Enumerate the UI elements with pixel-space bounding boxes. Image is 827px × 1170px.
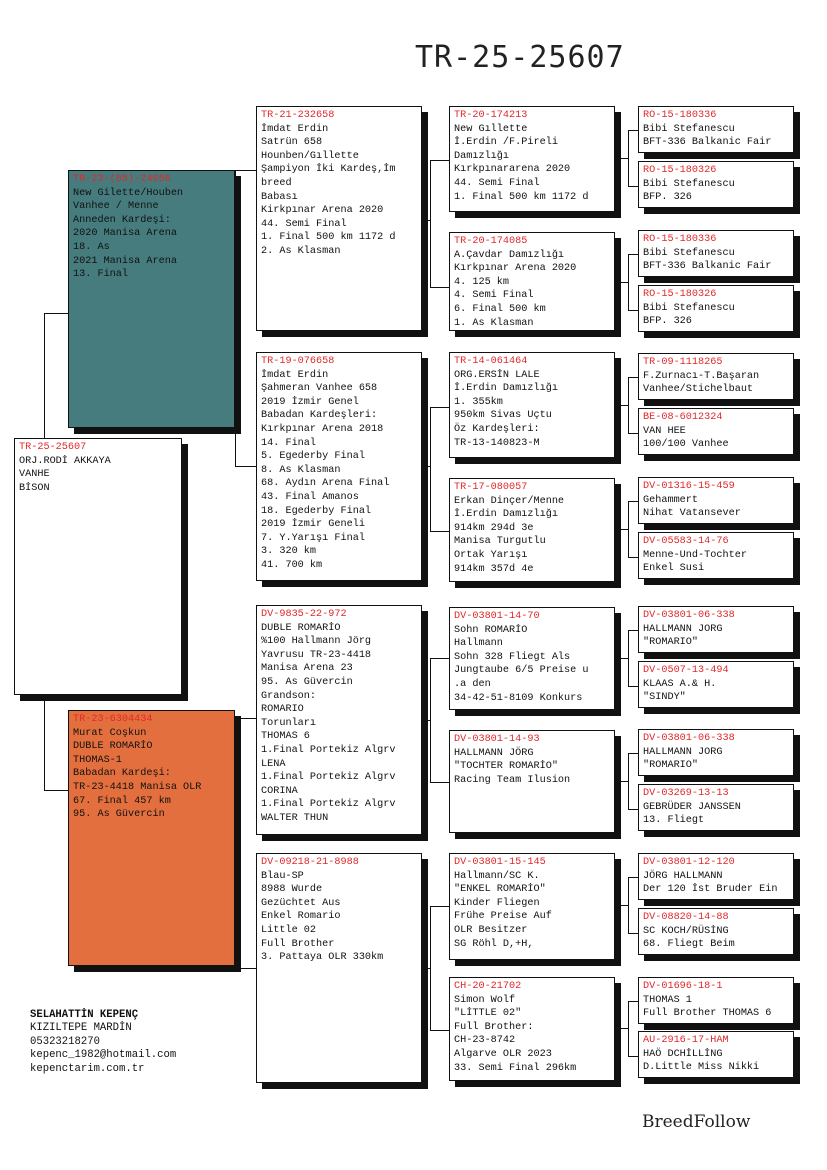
detail-line: 100/100 Vanhee [643,439,729,451]
detail-line: "LİTTLE 02" [454,1008,522,1020]
great-grand-card-1 [638,106,794,153]
detail-line: Manisa Turgutlu [454,536,546,548]
detail-line: Kinder Fliegen [454,897,540,909]
ring-number: BE-08-6012324 [643,412,723,423]
detail-line: Nihat Vatansever [643,508,741,520]
great-grand-card-7 [638,477,794,524]
ring-number: AU-2916-17-HAM [643,1035,729,1046]
detail-line: VANHE [19,469,50,481]
detail-line: 14. Final [261,437,317,449]
ring-number: TR-25-25607 [19,442,87,453]
detail-line: Blau-SP [261,870,304,882]
dam-dam-card [256,853,422,1083]
detail-line: CH-23-8742 [454,1035,516,1047]
detail-line: 3. 320 km [261,546,317,558]
detail-line: 95. As Güvercin [261,676,353,688]
connector-gen4 [615,282,628,283]
ring-number: DV-03269-13-13 [643,788,729,799]
detail-line: Racing Team Ilusion [454,774,571,786]
connector-gen4 [615,905,628,906]
detail-line: 13. Fliegt [643,815,705,827]
detail-line: 95. As Güvercin [73,809,165,821]
connector-gen4 [615,529,628,530]
detail-line: 2021 Manisa Arena [73,255,177,267]
detail-line: 2. As Klasman [261,245,341,257]
detail-line: Şampiyon İki Kardeş,İm [261,164,396,176]
connector-gen4 [628,877,639,934]
detail-line: ROMARIO [261,704,304,716]
detail-line: THOMAS 1 [643,994,692,1006]
detail-line: Şahmeran Vanhee 658 [261,383,378,395]
detail-line: "SINDY" [643,692,686,704]
detail-line: VAN HEE [643,425,686,437]
detail-line: ORG.ERSİN LALE [454,369,540,381]
ring-number: DV-03801-15-145 [454,857,546,868]
detail-line: 67. Final 457 km [73,795,171,807]
ssd-card [449,232,615,331]
detail-line: 13. Final [73,269,129,281]
ring-number: DV-03801-14-70 [454,611,540,622]
ring-number: DV-03801-06-338 [643,733,735,744]
detail-line: CORINA [261,785,298,797]
detail-line: Gehammert [643,494,699,506]
ring-number: TR-14-061464 [454,356,528,367]
detail-line: Full Brother THOMAS 6 [643,1008,772,1020]
detail-line: HALLMANN JORG [643,746,723,758]
ring-number: TR-17-080057 [454,482,528,493]
ring-number: DV-01316-15-459 [643,481,735,492]
connector-gen4 [615,405,628,406]
owner-line: KIZILTEPE MARDİN [30,1022,132,1035]
detail-line: Ortak Yarışı [454,549,528,561]
detail-line: 34-42-51-8109 Konkurs [454,692,583,704]
detail-line: Bibi Stefanescu [643,247,735,259]
ring-number: TR-09-1118265 [643,357,723,368]
detail-line: Menne-Und-Tochter [643,549,747,561]
detail-line: breed [261,177,292,189]
detail-line: %100 Hallmann Jörg [261,636,372,648]
great-grand-card-3 [638,230,794,277]
detail-line: 1.Final Portekiz Algrv [261,799,396,811]
detail-line: 4. Semi Final [454,290,534,302]
great-grand-card-14 [638,908,794,955]
sdd-card [449,478,615,582]
detail-line: Full Brother: [454,1021,534,1033]
great-grand-card-5 [638,353,794,400]
detail-line: SG Röhl D,+H, [454,938,534,950]
detail-line: HALLMANN JÖRG [454,747,534,759]
great-grand-card-11 [638,729,794,776]
owner-website[interactable]: kepenctarim.com.tr [30,1062,145,1075]
detail-line: Vanhee / Menne [73,201,159,213]
detail-line: İ.Erdin Damızlığı [454,383,558,395]
pedigree-title: TR-25-25607 [415,40,625,75]
ring-number: DV-03801-14-93 [454,734,540,745]
detail-line: 44. Semi Final [261,218,347,230]
detail-line: HALLMANN JORG [643,623,723,635]
ring-number: TR-20-174213 [454,110,528,121]
detail-line: "ROMARIO" [643,760,699,772]
detail-line: Satrün 658 [261,137,323,149]
detail-line: Kırkpınar Arena 2018 [261,423,384,435]
connector-gen4 [628,501,639,558]
connector-gen4 [628,377,639,434]
brand-logo: BreedFollow [642,1112,751,1132]
great-grand-card-6 [638,408,794,455]
detail-line: "TOCHTER ROMARİO" [454,761,558,773]
detail-line: 8988 Wurde [261,884,323,896]
detail-line: Yavrusu TR-23-4418 [261,649,372,661]
connector-dam [235,718,257,969]
dsd-card [449,730,615,833]
ring-number: TR-20-174085 [454,236,528,247]
detail-line: Algarve OLR 2023 [454,1048,552,1060]
detail-line: .a den [454,678,491,690]
dam-sire-card [256,605,422,835]
connector-ss [422,220,430,221]
detail-line: Full Brother [261,938,335,950]
detail-line: 2019 İzmir Genel [261,396,359,408]
detail-line: Bibi Stefanescu [643,302,735,314]
detail-line: A.Çavdar Damızlığı [454,249,565,261]
detail-line: 914km 294d 3e [454,522,534,534]
sds-card [449,352,615,458]
connector-gen4 [628,753,639,810]
detail-line: Torunları [261,717,317,729]
ring-number: RO-15-180336 [643,234,717,245]
detail-line: Babadan Kardeşleri: [261,410,378,422]
ring-number: DV-01696-18-1 [643,981,723,992]
detail-line: İ.Erdin /F.Pireli [454,137,558,149]
detail-line: Damızlığı [454,150,510,162]
detail-line: DUBLE ROMARİO [261,622,341,634]
subject-card [14,438,182,695]
detail-line: D.Little Miss Nikki [643,1062,760,1074]
detail-line: İmdat Erdin [261,369,329,381]
detail-line: Hallmann [454,638,503,650]
detail-line: TR-13-140823-M [454,437,540,449]
detail-line: Gezüchtet Aus [261,897,341,909]
ring-number: DV-0507-13-494 [643,665,729,676]
detail-line: 68. Fliegt Beim [643,939,735,951]
detail-line: Sohn ROMARİO [454,624,528,636]
detail-line: 1. As Klasman [454,317,534,329]
connector-gen4 [628,630,639,687]
detail-line: 18. As [73,241,110,253]
connector-dd [430,906,450,1031]
detail-line: Grandson: [261,690,317,702]
detail-line: BFP. 326 [643,192,692,204]
detail-line: 43. Final Amanos [261,491,359,503]
detail-line: JÖRG HALLMANN [643,870,723,882]
great-grand-card-12 [638,784,794,831]
connector-gen4 [615,658,628,659]
connector-gen4 [615,1028,628,1029]
detail-line: KLAAS A.& H. [643,678,717,690]
detail-line: Jungtaube 6/5 Preise u [454,665,589,677]
connector-ds [422,720,430,721]
detail-line: Babası [261,191,298,203]
detail-line: 2019 İzmir Geneli [261,519,365,531]
detail-line: Simon Wolf [454,994,516,1006]
detail-line: WALTER THUN [261,812,329,824]
great-grand-card-10 [638,661,794,708]
ring-number: TR-21-232658 [261,110,335,121]
great-grand-card-15 [638,977,794,1024]
detail-line: Hounben/Gıllette [261,150,359,162]
detail-line: Murat Coşkun [73,727,147,739]
connector-ds [430,658,450,783]
detail-line: Babadan Kardeşi: [73,768,171,780]
detail-line: Anneden Kardeşi: [73,214,171,226]
detail-line: Hallmann/SC K. [454,870,540,882]
detail-line: 1. Final 500 km 1172 d [454,191,589,203]
detail-line: Enkel Susi [643,563,705,575]
detail-line: 4. 125 km [454,276,510,288]
detail-line: DUBLE ROMARİO [73,741,153,753]
owner-email[interactable]: kepenc_1982@hotmail.com [30,1049,177,1062]
detail-line: BFT-336 Balkanic Fair [643,261,772,273]
detail-line: HAÖ DCHİLLİNG [643,1048,723,1060]
great-grand-card-4 [638,285,794,332]
detail-line: 1. 355km [454,396,503,408]
connector-dd [422,968,430,969]
detail-line: 68. Aydın Arena Final [261,478,390,490]
connector-gen4 [615,158,628,159]
detail-line: 41. 700 km [261,559,323,571]
owner-name: SELAHATTİN KEPENÇ [30,1009,139,1021]
ring-number: DV-05583-14-76 [643,536,729,547]
detail-line: 3. Pattaya OLR 330km [261,952,384,964]
detail-line: Little 02 [261,924,317,936]
detail-line: Der 120 İst Bruder Ein [643,884,778,896]
connector-gen4 [628,130,639,187]
detail-line: THOMAS-1 [73,754,122,766]
detail-line: Öz Kardeşleri: [454,423,540,435]
detail-line: 1. Final 500 km 1172 d [261,232,396,244]
detail-line: GEBRÜDER JANSSEN [643,801,741,813]
detail-line: Manisa Arena 23 [261,663,353,675]
detail-line: 44. Semi Final [454,177,540,189]
detail-line: Kırkpınararena 2020 [454,164,571,176]
connector-sd [422,466,430,467]
detail-line: Vanhee/Stichelbaut [643,384,754,396]
detail-line: 1.Final Portekiz Algrv [261,744,396,756]
detail-line: F.Zurnacı-T.Başaran [643,370,760,382]
detail-line: OLR Besitzer [454,924,528,936]
connector-gen4 [628,1001,639,1057]
connector-subject [44,695,69,791]
ddd-card [449,977,615,1081]
detail-line: ORJ.RODİ AKKAYA [19,455,111,467]
connector-gen4 [628,254,639,311]
connector-sd [430,407,450,532]
sire-sire-card [256,106,422,331]
detail-line: BİSON [19,482,50,494]
detail-line: 2020 Manisa Arena [73,228,177,240]
great-grand-card-16 [638,1031,794,1078]
ring-number: DV-09218-21-8988 [261,857,359,868]
detail-line: BFP. 326 [643,316,692,328]
owner-contact [30,1009,176,1076]
detail-line: "ROMARIO" [643,637,699,649]
detail-line: 8. As Klasman [261,464,341,476]
detail-line: 1.Final Portekiz Algrv [261,772,396,784]
detail-line: New Gilette/Houben [73,187,184,199]
ring-number: RO-15-180336 [643,110,717,121]
great-grand-card-9 [638,606,794,653]
dss-card [449,607,615,710]
ring-number: RO-15-180326 [643,165,717,176]
detail-line: 914km 357d 4e [454,563,534,575]
detail-line: SC KOCH/RÜSİNG [643,925,729,937]
ring-number: CH-20-21702 [454,981,522,992]
great-grand-card-8 [638,532,794,579]
sire-card [68,170,235,428]
detail-line: Erkan Dinçer/Menne [454,495,565,507]
ring-number: DV-9835-22-972 [261,609,347,620]
dam-card [68,710,235,966]
detail-line: İ.Erdin Damızlığı [454,509,558,521]
detail-line: 950km Sivas Uçtu [454,410,552,422]
detail-line: 6. Final 500 km [454,303,546,315]
detail-line: TR-23-4418 Manisa OLR [73,781,202,793]
great-grand-card-2 [638,161,794,208]
owner-phone: 05323218270 [30,1035,100,1048]
connector-gen4 [615,781,628,782]
detail-line: Sohn 328 Fliegt Als [454,651,571,663]
ring-number: DV-03801-12-120 [643,857,735,868]
detail-line: Enkel Romario [261,911,341,923]
detail-line: Kırkpınar Arena 2020 [454,263,577,275]
detail-line: 33. Semi Final 296km [454,1062,577,1074]
detail-line: New Gıllette [454,123,528,135]
detail-line: İmdat Erdin [261,123,329,135]
sss-card [449,106,615,212]
detail-line: 7. Y.Yarışı Final [261,532,365,544]
great-grand-card-13 [638,853,794,900]
connector-sire [235,170,257,467]
ring-number: TR-23-6304434 [73,714,153,725]
dds-card [449,853,615,960]
detail-line: "ENKEL ROMARİO" [454,884,546,896]
ring-number: TR-19-076658 [261,356,335,367]
detail-line: BFT-336 Balkanic Fair [643,137,772,149]
detail-line: Bibi Stefanescu [643,123,735,135]
ring-number: DV-08820-14-88 [643,912,729,923]
connector-ss [430,160,450,288]
sire-dam-card [256,352,422,581]
detail-line: THOMAS 6 [261,731,310,743]
connector-subject [44,313,69,439]
detail-line: 18. Egederby Final [261,505,372,517]
detail-line: Frühe Preise Auf [454,911,552,923]
ring-number: RO-15-180326 [643,289,717,300]
detail-line: LENA [261,758,286,770]
detail-line: 5. Egederby Final [261,451,365,463]
detail-line: Kirkpınar Arena 2020 [261,205,384,217]
ring-number: TR-23-(85)-24656 [73,174,171,185]
detail-line: Bibi Stefanescu [643,178,735,190]
ring-number: DV-03801-06-338 [643,610,735,621]
